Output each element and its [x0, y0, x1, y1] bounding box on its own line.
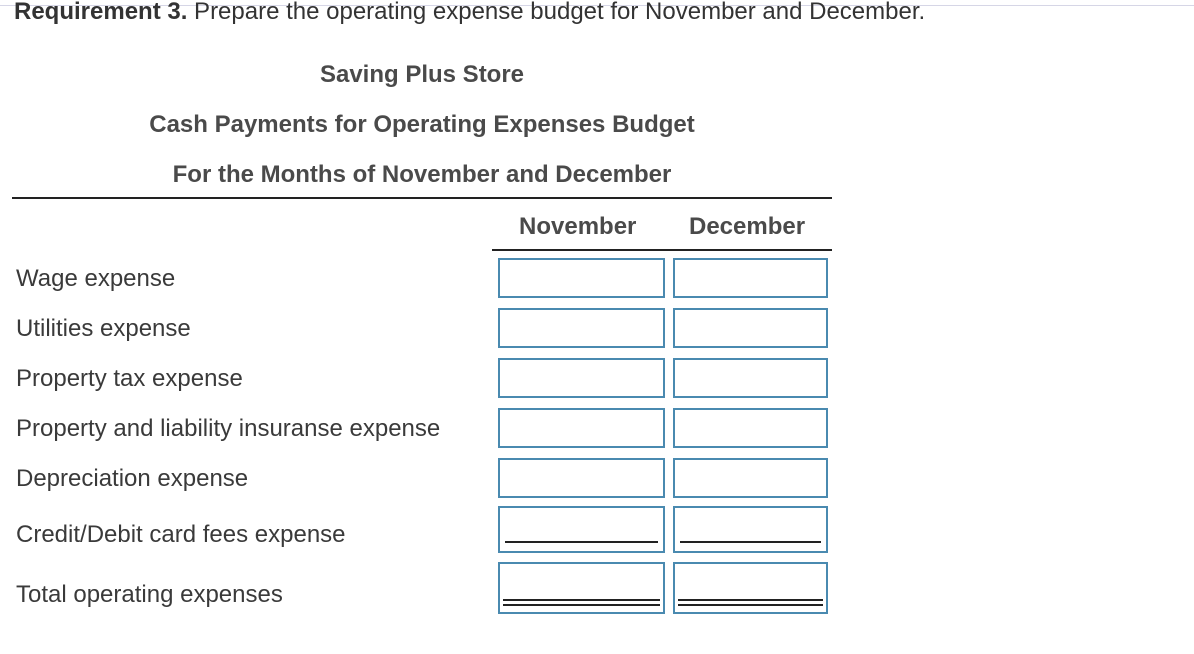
depreciation-expense-november-input[interactable]	[498, 458, 665, 498]
single-underline	[505, 541, 658, 543]
row-label-insurance-expense: Property and liability insuranse expense	[16, 415, 441, 442]
property-tax-expense-december-input[interactable]	[673, 358, 828, 398]
row-label-property-tax-expense: Property tax expense	[16, 365, 243, 392]
wage-expense-november-input[interactable]	[498, 258, 665, 298]
budget-period: For the Months of November and December	[172, 161, 672, 188]
requirement-label: Requirement 3.	[14, 0, 188, 25]
column-header-december: December	[689, 213, 806, 240]
total-operating-expenses-december-input[interactable]	[673, 562, 828, 614]
double-underline-top	[503, 599, 660, 601]
utilities-expense-december-input[interactable]	[673, 308, 828, 348]
company-name: Saving Plus Store	[319, 61, 525, 88]
property-tax-expense-november-input[interactable]	[498, 358, 665, 398]
header-divider	[12, 197, 832, 199]
card-fees-expense-december-input[interactable]	[673, 506, 828, 553]
double-underline-bottom	[503, 604, 660, 606]
insurance-expense-november-input[interactable]	[498, 408, 665, 448]
double-underline-top	[678, 599, 823, 601]
insurance-expense-december-input[interactable]	[673, 408, 828, 448]
utilities-expense-november-input[interactable]	[498, 308, 665, 348]
row-label-depreciation-expense: Depreciation expense	[16, 465, 249, 492]
column-header-november: November	[519, 213, 637, 240]
requirement-instruction	[14, 0, 925, 26]
row-label-utilities-expense: Utilities expense	[16, 315, 191, 342]
depreciation-expense-december-input[interactable]	[673, 458, 828, 498]
row-label-wage-expense: Wage expense	[16, 265, 176, 292]
wage-expense-december-input[interactable]	[673, 258, 828, 298]
double-underline-bottom	[678, 604, 823, 606]
row-label-total-operating-expenses: Total operating expenses	[16, 581, 283, 608]
total-operating-expenses-november-input[interactable]	[498, 562, 665, 614]
card-fees-expense-november-input[interactable]	[498, 506, 665, 553]
requirement-text: Prepare the operating expense budget for November and December.	[187, 0, 926, 25]
column-header-divider	[492, 249, 832, 251]
single-underline	[680, 541, 821, 543]
row-label-card-fees-expense: Credit/Debit card fees expense	[16, 521, 346, 548]
budget-title: Cash Payments for Operating Expenses Budget	[149, 111, 695, 138]
